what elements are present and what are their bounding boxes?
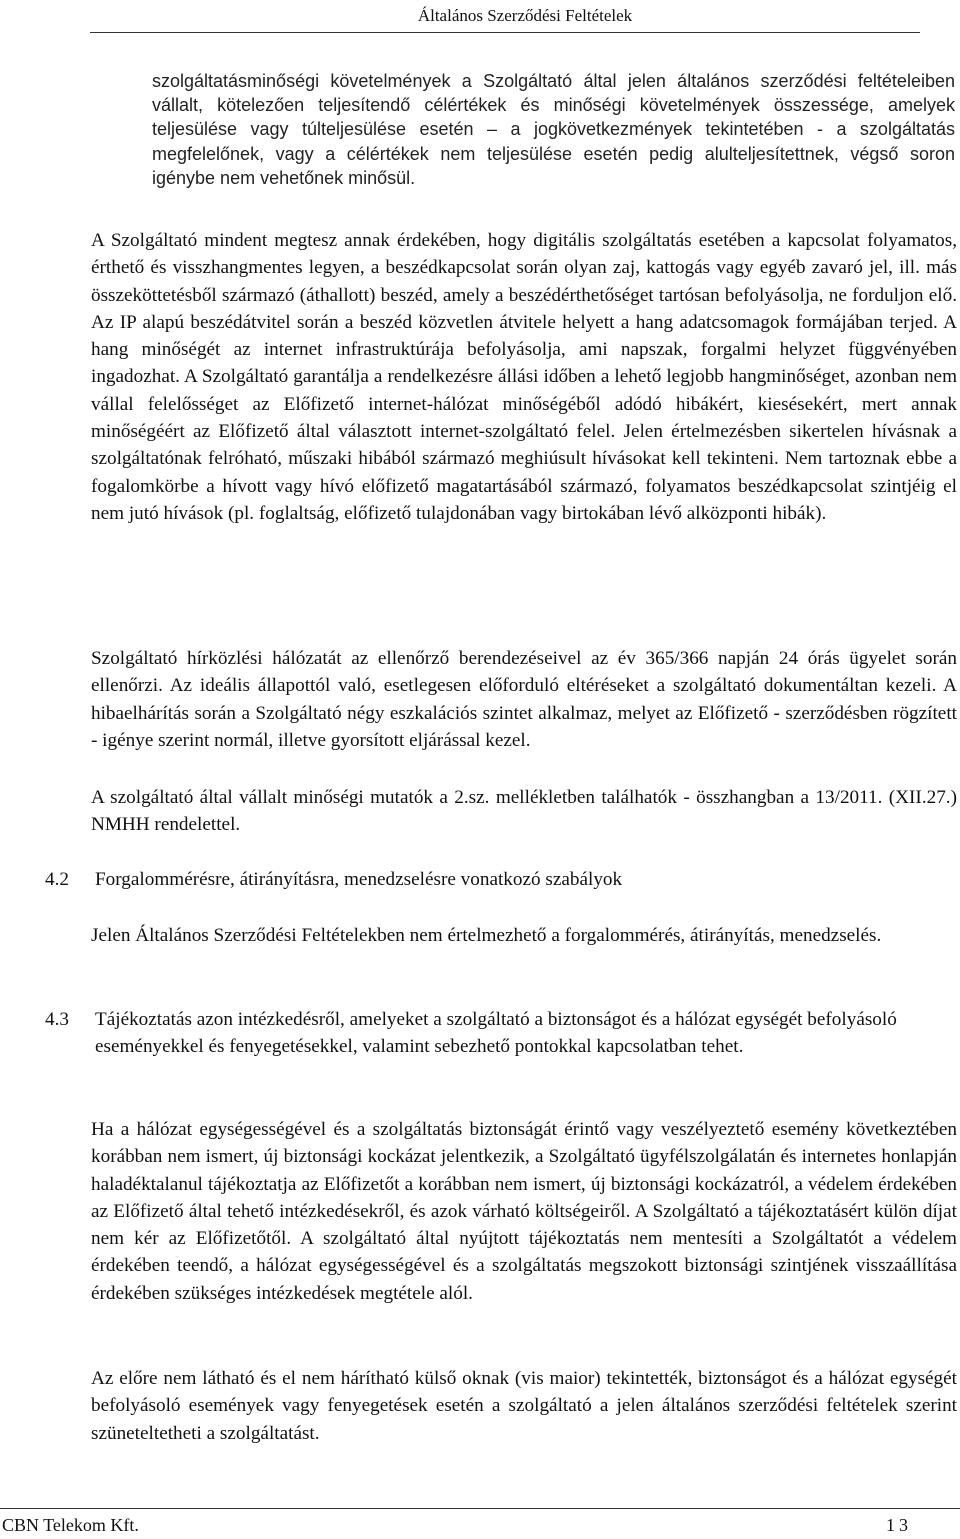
- quality-paragraph: A Szolgáltató mindent megtesz annak érdekében, hogy digitális szolgáltatás esetében a kapcsolat folyamatos, érthető és visszhangmentes legyen, a beszédkapcsolat során olyan zaj, kattogás vagy egyéb zavaró jel, ill. más összeköttetésből származó (áthallott) beszéd, amely a beszédérthetőséget tartósan befolyásolja, ne forduljon elő. Az IP alapú beszédátvitel során a beszéd közvetlen átvitele helyett a hang adatcsomagok formájában terjed. A hang minőségét az internet infrastruktúrája befolyásolja, ami napszak, forgalmi helyzet függvényében ingadozhat. A Szolgáltató garantálja a rendelkezésre állási időben a lehető legjobb hangminőséget, azonban nem vállal felelősséget az Előfizető internet-hálózat minőségéből adódó hibákért, kiesésekért, mert annak minőségéért az Előfizető által választott internet-szolgáltató felel. Jelen értelmezésben sikertelen hívásnak a szolgáltatónak felróható, műszaki hibából származó meghiúsult hívásokat kell tekinteni. Nem tartoznak ebbe a fogalomkörbe a hívott vagy hívó előfizető magatartásából származó, folyamatos beszédkapcsolat szintjéig el nem jutó hívások (pl. foglaltság, előfizető tulajdonában vagy birtokában lévő alközponti hibák).: [91, 230, 957, 524]
- section-title: Forgalommérésre, átirányításra, menedzselésre vonatkozó szabályok: [95, 869, 623, 890]
- quality-indicators-paragraph: A szolgáltató által vállalt minőségi mutatók a 2.sz. mellékletben találhatók - összhangban a 13/2011. (XII.27.) NMHH rendelettel.: [91, 787, 957, 836]
- page-number: 13: [886, 1515, 912, 1535]
- section-title: Tájékoztatás azon intézkedésről, amelyeket a szolgáltató a biztonságot és a hálózat egységét befolyásoló eseményekkel és fenyegetésekkel, valamint sebezhető pontokkal kapcsolatban tehet.: [95, 1009, 897, 1058]
- monitoring-paragraph: Szolgáltató hírközlési hálózatát az ellenőrző berendezéseivel az év 365/366 napján 24 órás ügyelet során ellenőrzi. Az ideális állapottól való, esetlegesen előforduló eltéréseket a szolgáltató dokumentáltan kezeli. A hibaelhárítás során a Szolgáltató négy eszkalációs szintet alkalmaz, melyet az Előfizető - szerződésben rögzített - igénye szerint normál, illetve gyorsított eljárással kezel.: [91, 648, 957, 751]
- page-footer: [0, 1508, 960, 1537]
- traffic-paragraph: Jelen Általános Szerződési Feltételekben nem értelmezhető a forgalommérés, átirányítás, menedzselés.: [91, 925, 882, 946]
- security-paragraph: Ha a hálózat egységességével és a szolgáltatás biztonságát érintő vagy veszélyeztető esemény következtében korábban nem ismert, új biztonsági kockázat jelentkezik, a Szolgáltató ügyfélszolgálatán és internetes honlapján haladéktalanul tájékoztatja az Előfizetőt a korábban nem ismert, új biztonsági kockázatról, a védelem érdekében az Előfizető által tehető intézkedésekről, és azok várható költségeiről. A Szolgáltató a tájékoztatásért külön díjat nem kér az Előfizetőtől. A szolgáltató által nyújtott tájékoztatás nem mentesíti a Szolgáltatót a védelem érdekében teendő, a hálózat egységességével és a szolgáltatás megszokott biztonsági szintjének visszaállítása érdekében szükséges intézkedések megtétele alól.: [91, 1119, 957, 1304]
- company-name: CBN Telekom Kft.: [2, 1515, 139, 1535]
- section-number: 4.2: [45, 869, 69, 890]
- section-heading-4-3: [45, 1006, 945, 1061]
- definition-paragraph: szolgáltatásminőségi követelmények a Szolgáltató által jelen általános szerződési feltételeiben vállalt, kötelezően teljesítendő célértékek és minőségi követelmények összessége, amelyek teljesülése vagy túlteljesülése esetén – a jogkövetkezmények tekintetében - a szolgáltatás megfelelőnek, vagy a célértékek nem teljesülése esetén pedig alulteljesítettnek, végső soron igénybe nem vehetőnek minősül.: [152, 71, 955, 188]
- page-header: [90, 0, 920, 33]
- section-heading-4-2: [45, 866, 945, 893]
- document-title: Általános Szerződési Feltételek: [417, 6, 633, 25]
- vis-maior-paragraph: Az előre nem látható és el nem hárítható külső oknak (vis maior) tekintették, biztonságot és a hálózat egységét befolyásoló események vagy fenyegetések esetén a szolgáltató a jelen általános szerződési feltételek szerint szüneteltetheti a szolgáltatást.: [91, 1368, 957, 1444]
- section-number: 4.3: [45, 1009, 69, 1030]
